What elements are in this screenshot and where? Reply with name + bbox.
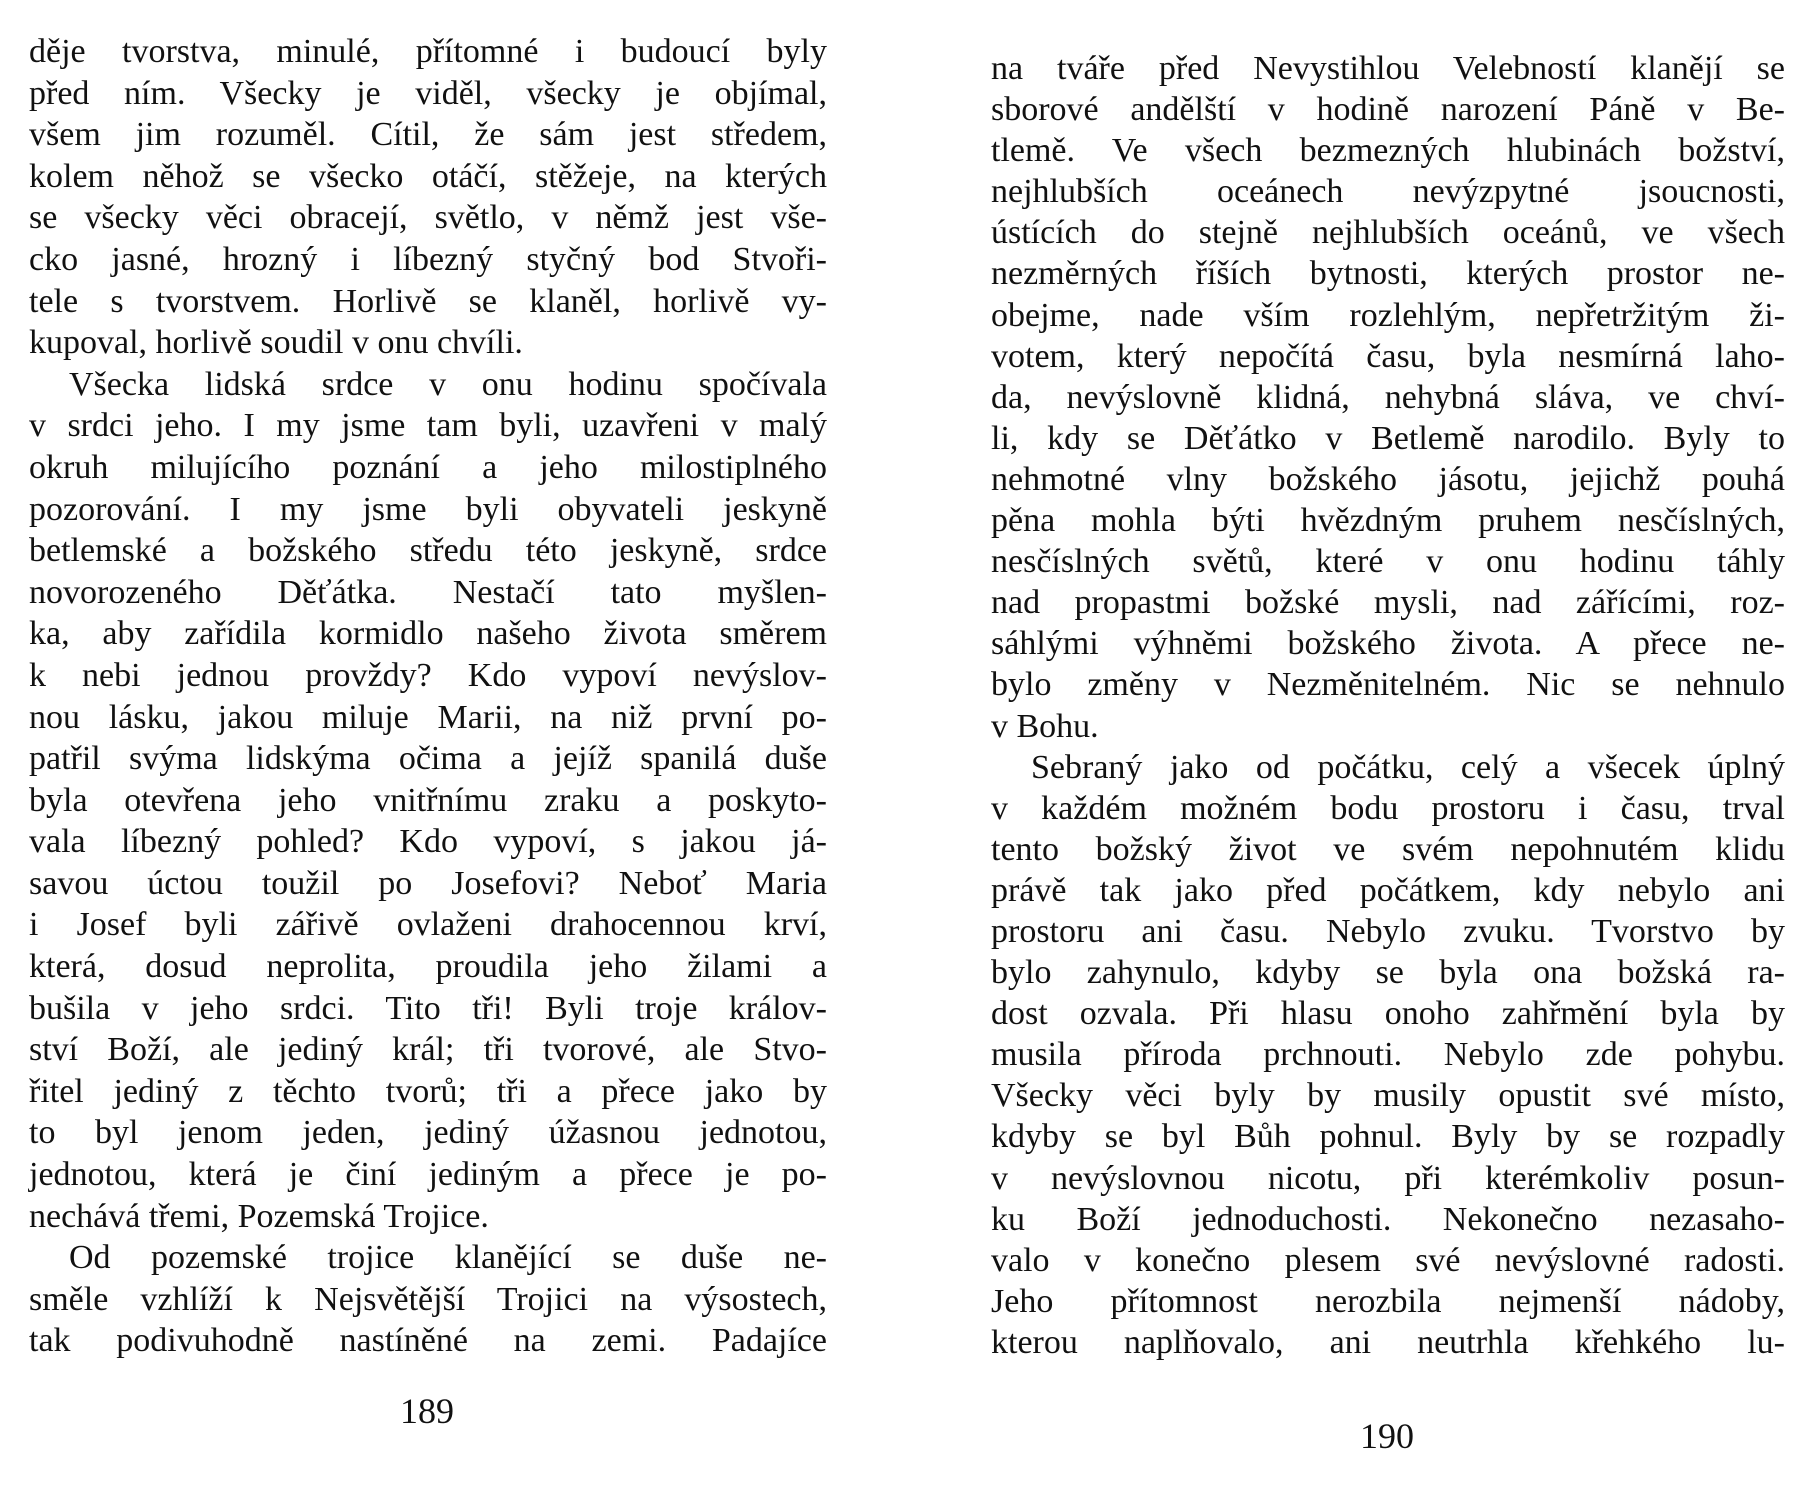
text-line: patřil svýma lidskýma očima a jejíž spanilá duše [29, 740, 827, 778]
text-line: všem jim rozuměl. Cítil, že sám jest středem, [29, 116, 827, 154]
text-line: vala líbezný pohled? Kdo vypoví, s jakou já- [29, 823, 827, 861]
text-line: nezměrných říších bytnosti, kterých prostor ne- [991, 255, 1785, 293]
text-line: kdyby se byl Bůh pohnul. Byly by se rozpadly [991, 1118, 1785, 1156]
text-line: li, kdy se Děťátko v Betlemě narodilo. Byly to [991, 419, 1785, 457]
text-line: votem, který nepočítá času, byla nesmírná laho- [991, 337, 1785, 375]
text-line: k nebi jednou provždy? Kdo vypoví nevýslov- [29, 656, 827, 694]
text-line: Jeho přítomnost nerozbila nejmenší nádoby, [991, 1282, 1785, 1320]
text-line: před ním. Všecky je viděl, všecky je objímal, [29, 74, 827, 112]
text-line: bylo změny v Nezměnitelném. Nic se nehnulo [991, 666, 1785, 704]
text-line: da, nevýslovně klidná, nehybná sláva, ve chví- [991, 378, 1785, 416]
text-line: dost ozvala. Při hlasu onoho zahřmění byla by [991, 995, 1785, 1033]
text-line: novorozeného Děťátka. Nestačí tato myšlen- [29, 573, 827, 611]
text-line: jednotou, která je činí jediným a přece je po- [29, 1156, 827, 1194]
page-number-left: 189 [400, 1391, 454, 1431]
text-line: cko jasné, hrozný i líbezný styčný bod Stvoři- [29, 240, 827, 278]
text-line: Sebraný jako od počátku, celý a všecek úplný [1031, 748, 1785, 786]
text-line: v každém možném bodu prostoru i času, trval [991, 789, 1785, 827]
text-line: byla otevřena jeho vnitřnímu zraku a poskyto- [29, 781, 827, 819]
text-line: prostoru ani času. Nebylo zvuku. Tvorstvo by [991, 912, 1785, 950]
text-line: Od pozemské trojice klanějící se duše ne- [69, 1239, 827, 1277]
text-line: bušila v jeho srdci. Tito tři! Byli troje králov- [29, 989, 827, 1027]
text-line: sborové andělští v hodině narození Páně v Be- [991, 91, 1785, 129]
text-line: Všecky věci byly by musily opustit své místo, [991, 1077, 1785, 1115]
text-line: pěna mohla býti hvězdným pruhem nesčíslných, [991, 502, 1785, 540]
text-line: která, dosud neprolita, proudila jeho žilami a [29, 948, 827, 986]
text-line: ústících do stejně nejhlubších oceánů, ve všech [991, 214, 1785, 252]
paragraph [29, 364, 827, 1237]
text-line: ku Boží jednoduchosti. Nekonečno nezasaho- [991, 1200, 1785, 1238]
text-line: betlemské a božského středu této jeskyně, srdce [29, 532, 827, 570]
text-line: v Bohu. [991, 707, 1099, 745]
text-line: v nevýslovnou nicotu, při kterémkoliv posun- [991, 1159, 1785, 1197]
text-line: obejme, nade vším rozlehlým, nepřetržitým ži- [991, 296, 1785, 334]
text-line: kolem něhož se všecko otáčí, stěžeje, na kterých [29, 157, 827, 195]
text-line: nou lásku, jakou miluje Marii, na niž první po- [29, 698, 827, 736]
text-line: ství Boží, ale jediný král; tři tvorové, ale Stvo- [29, 1031, 827, 1069]
text-line: nad propastmi božské mysli, nad zářícími, roz- [991, 584, 1785, 622]
text-line: řitel jediný z těchto tvorů; tři a přece jako by [29, 1072, 827, 1110]
text-line: valo v konečno plesem své nevýslovné radosti. [991, 1241, 1785, 1279]
text-line: nehmotné vlny božského jásotu, jejichž pouhá [991, 460, 1785, 498]
text-line: nejhlubších oceánech nevýzpytné jsoucnosti, [991, 173, 1785, 211]
text-line: okruh milujícího poznání a jeho milostiplného [29, 448, 827, 486]
text-line: bylo zahynulo, kdyby se byla ona božská ra- [991, 954, 1785, 992]
text-line: tele s tvorstvem. Horlivě se klaněl, horlivě vy- [29, 282, 827, 320]
text-line: musila příroda prchnouti. Nebylo zde pohybu. [991, 1036, 1785, 1074]
text-line: směle vzhlíží k Nejsvětější Trojici na výsostech, [29, 1280, 827, 1318]
paragraph [29, 31, 827, 364]
text-line: kterou naplňovalo, ani neutrhla křehkého lu- [991, 1323, 1785, 1361]
text-line: na tváře před Nevystihlou Velebností klanějí se [991, 50, 1785, 87]
paragraph [991, 48, 1785, 747]
text-line: tak podivuhodně nastíněné na zemi. Padajíce [29, 1322, 827, 1360]
left-page-text [29, 31, 827, 1362]
text-line: tento božský život ve svém nepohnutém klidu [991, 830, 1785, 868]
text-line: savou úctou toužil po Josefovi? Neboť Maria [29, 864, 827, 902]
text-line: nesčíslných světů, které v onu hodinu táhly [991, 543, 1785, 581]
text-line: i Josef byli zářivě ovlaženi drahocennou krví, [29, 906, 827, 944]
right-page-text [991, 48, 1785, 1363]
text-line: právě tak jako před počátkem, kdy nebylo ani [991, 871, 1785, 909]
text-line: kupoval, horlivě soudil v onu chvíli. [29, 324, 523, 362]
text-line: ka, aby zařídila kormidlo našeho života směrem [29, 615, 827, 653]
text-line: nechává třemi, Pozemská Trojice. [29, 1197, 489, 1235]
text-line: tlemě. Ve všech bezmezných hlubinách božství, [991, 132, 1785, 170]
text-line: Všecka lidská srdce v onu hodinu spočívala [69, 365, 827, 403]
page-number-right: 190 [1360, 1416, 1414, 1456]
text-line: pozorování. I my jsme byli obyvateli jeskyně [29, 490, 827, 528]
text-line: se všecky věci obracejí, světlo, v němž jest vše- [29, 199, 827, 237]
text-line: sáhlými výhněmi božského života. A přece ne- [991, 625, 1785, 663]
paragraph [29, 1237, 827, 1362]
paragraph [991, 747, 1785, 1363]
text-line: v srdci jeho. I my jsme tam byli, uzavřeni v malý [29, 407, 827, 445]
text-line: děje tvorstva, minulé, přítomné i budoucí byly [29, 33, 827, 70]
text-line: to byl jenom jeden, jediný úžasnou jednotou, [29, 1114, 827, 1152]
